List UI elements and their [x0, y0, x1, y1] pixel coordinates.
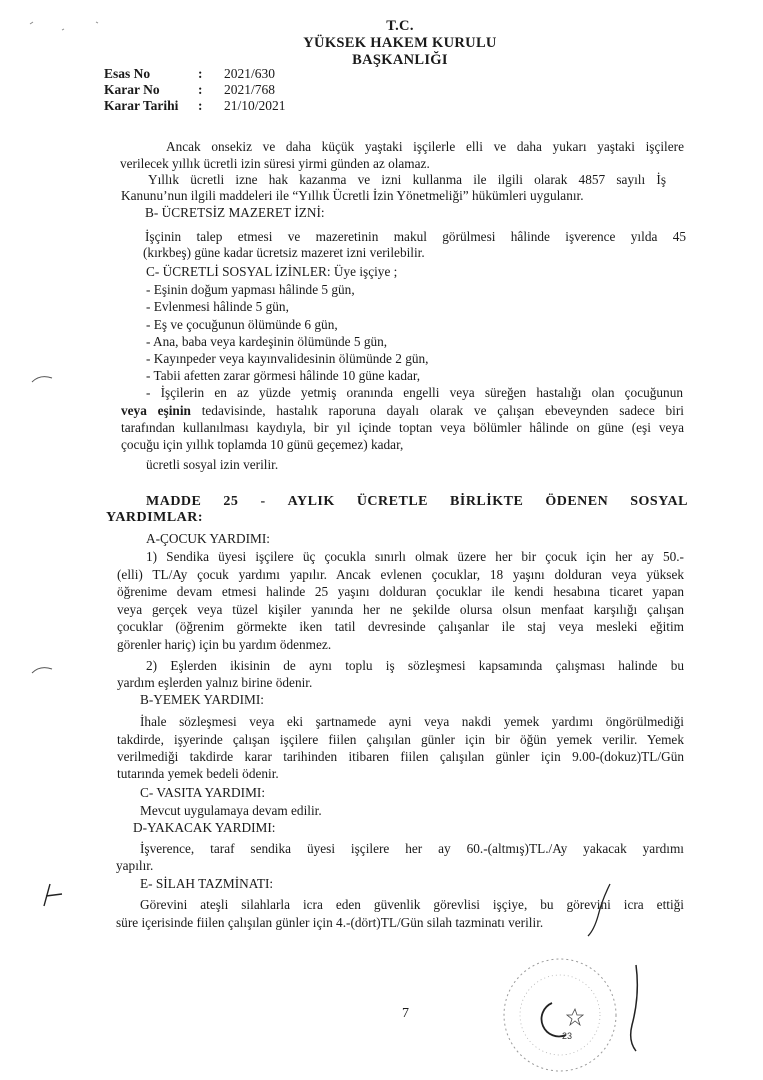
meta-key: Esas No	[104, 66, 151, 81]
meta-value: 2021/630	[224, 66, 276, 81]
text-line: İhale sözleşmesi veya eki şartnamede ayni veya nakdi yemek yardımı öngörülmediği	[140, 714, 684, 729]
text-line: İşverence, taraf sendika üyesi işçilere her ay 60.-(altmış)TL./Ay yakacak yardımı	[140, 841, 684, 856]
meta-colon: :	[198, 98, 203, 113]
meta-row-karar	[104, 82, 286, 98]
text-line: yardım eşlerden yalnız birine ödenir.	[117, 675, 313, 690]
meta-value: 2021/768	[224, 82, 276, 97]
text-line: Mevcut uygulamaya devam edilir.	[140, 803, 322, 818]
text-line: görenler hariç) için bu yardım ödenmez.	[117, 637, 332, 652]
list-item: - Eş ve çocuğunun ölümünde 6 gün,	[146, 317, 338, 332]
section-heading: D-YAKACAK YARDIMI:	[133, 820, 276, 835]
article-heading-line2: YARDIMLAR:	[106, 510, 204, 525]
margin-mark	[30, 663, 60, 677]
article-word: MADDE	[146, 494, 202, 509]
text-line: takdirde, işyerinde çalışan işçilere fiilen çalışılan günler için bir öğün yemek verilir. Yemek	[117, 732, 684, 747]
emphasis-text: veya eşinin	[121, 403, 191, 418]
list-item: - Evlenmesi hâlinde 5 gün,	[146, 299, 289, 314]
text-line: 2) Eşlerden ikisinin de aynı toplu iş sözleşmesi kapsamında çalışması halinde bu	[146, 658, 684, 673]
official-seal	[500, 955, 650, 1075]
signature	[580, 880, 620, 940]
article-word: AYLIK	[287, 494, 335, 509]
text-line: Kanunu’nun ilgili maddeleri ile “Yıllık Ücretli İzin Yönetmeliği” hükümleri uygulanır.	[121, 188, 584, 203]
article-word: SOSYAL	[630, 494, 688, 509]
article-word: -	[260, 494, 266, 509]
section-heading: C- VASITA YARDIMI:	[140, 785, 266, 800]
text-line: veya gerçek veya tüzel kişiler yanında her ne şekilde olursa olsun menfaat karşılığı çalışan	[117, 602, 684, 617]
list-item: - İşçilerin en az yüzde yetmiş oranında engelli veya süreğen hastalığı olan çocuğunun	[146, 385, 683, 400]
list-item: - Ana, baba veya kardeşinin ölümünde 5 gün,	[146, 334, 388, 349]
seal-number: 23	[562, 1031, 573, 1041]
article-heading	[106, 494, 688, 526]
scan-marks	[28, 14, 128, 44]
article-word: ÖDENEN	[545, 494, 609, 509]
margin-mark	[30, 372, 60, 386]
text-line: 1) Sendika üyesi işçilere üç çocukla sınırlı olmak üzere her bir çocuk için her ay 50.-	[146, 549, 684, 564]
text-line: ücretli sosyal izin verilir.	[146, 457, 279, 472]
header-tc: T.C.	[386, 18, 414, 34]
text-line: yapılır.	[116, 858, 154, 873]
section-heading: A-ÇOCUK YARDIMI:	[146, 531, 270, 546]
text-line: İşçinin talep etmesi ve mazeretinin makul görülmesi hâlinde işverence yılda 45	[145, 229, 686, 244]
text-line: tarafından kullanılması kaydıyla, bir yıl içinde toptan veya bölümler hâlinde on güne (eşi veya	[121, 420, 684, 435]
text-line: verilmediği takdirde karar tarihinden itibaren fiilen çalışılan günler için 9.00-(dokuz)TL/Gün	[117, 749, 684, 764]
page-number: 7	[402, 1006, 409, 1021]
meta-key: Karar No	[104, 82, 160, 97]
text-line: öğrenime devam etmesi halinde 25 yaşını dolduran çocuklar ile kendi hesabına ticaret yapan	[117, 584, 684, 599]
text-line: verilecek yıllık ücretli izin süresi yirmi günden az olamaz.	[120, 156, 430, 171]
list-item: - Tabii afetten zarar görmesi hâlinde 10 güne kadar,	[146, 368, 421, 383]
meta-colon: :	[198, 82, 203, 97]
meta-value: 21/10/2021	[224, 98, 286, 113]
section-heading: C- ÜCRETLİ SOSYAL İZİNLER: Üye işçiye ;	[146, 264, 398, 279]
list-item: - Eşinin doğum yapması hâlinde 5 gün,	[146, 282, 355, 297]
text-line: Ancak onsekiz ve daha küçük yaştaki işçilerle elli ve daha yukarı yaştaki işçilere	[166, 139, 684, 154]
text-line: tutarında yemek bedeli ödenir.	[117, 766, 279, 781]
text-line: süre içerisinde fiilen çalışılan günler için 4.-(dört)TL/Gün silah tazminatı verilir.	[116, 915, 544, 930]
case-meta	[104, 66, 286, 114]
meta-row-esas	[104, 66, 286, 82]
meta-key: Karar Tarihi	[104, 98, 179, 113]
article-word: 25	[223, 494, 239, 509]
text-line: (elli) TL/Ay çocuk yardımı yapılır. Ancak evlenen çocuklar, 18 yaşını dolduran veya yüksek	[117, 567, 684, 582]
header-institution: YÜKSEK HAKEM KURULU	[303, 35, 497, 51]
section-heading: B- ÜCRETSİZ MAZERET İZNİ:	[145, 205, 325, 220]
meta-row-tarih	[104, 98, 286, 114]
section-heading: E- SİLAH TAZMİNATI:	[140, 876, 274, 891]
text-line: Görevini ateşli silahlarla icra eden güvenlik görevlisi işçiye, bu görevini icra ettiği	[140, 897, 684, 912]
text-line: (kırkbeş) güne kadar ücretsiz mazeret izni verilebilir.	[143, 245, 425, 260]
text-line: çocuğu için yıllık toplamda 10 günü geçemez) kadar,	[121, 437, 404, 452]
text-span: tedavisinde, hastalık raporuna dayalı olarak ve çalışan ebeveynden sadece biri	[190, 403, 684, 418]
list-item: - Kayınpeder veya kayınvalidesinin ölümünde 2 gün,	[146, 351, 429, 366]
initial-mark	[38, 880, 68, 910]
article-word: ÜCRETLE	[356, 494, 428, 509]
meta-colon: :	[198, 66, 203, 81]
article-word: BİRLİKTE	[450, 494, 524, 509]
text-line: çocuklar (öğrenim görmekte iken tatil devresinde çalışanlar ile staj veya mesleki eğitim	[117, 619, 684, 634]
header-presidency: BAŞKANLIĞI	[352, 52, 448, 68]
text-line	[121, 403, 684, 419]
text-line: Yıllık ücretli izne hak kazanma ve izni kullanma ile ilgili olarak 4857 sayılı İş	[148, 172, 666, 187]
section-heading: B-YEMEK YARDIMI:	[140, 692, 264, 707]
